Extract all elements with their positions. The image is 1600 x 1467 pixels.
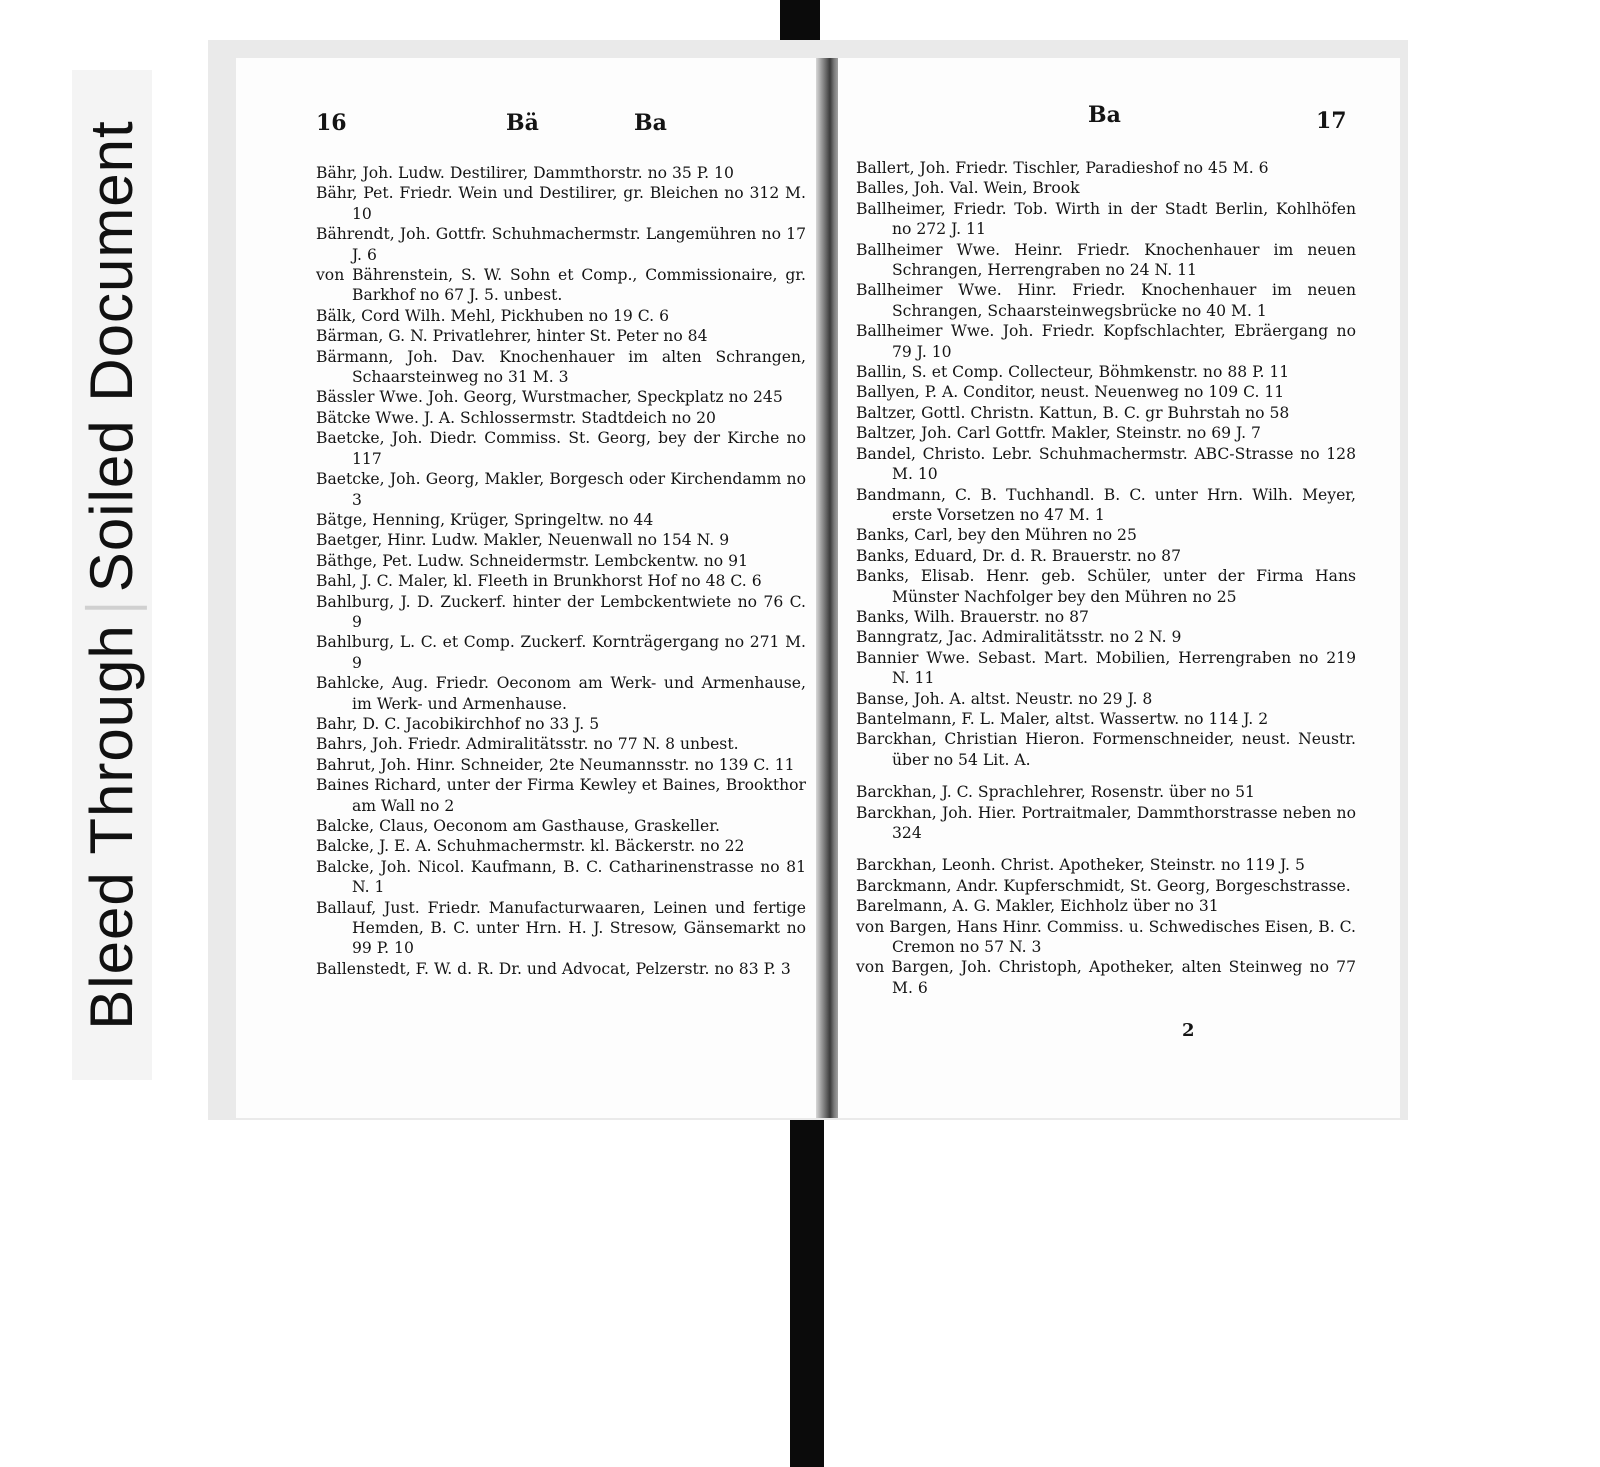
directory-entry: Banks, Elisab. Henr. geb. Schüler, unter der Firma Hans Münster Nachfolger bey den Mühren no 25 [856, 567, 1356, 606]
directory-entry: Ballheimer Wwe. Joh. Friedr. Kopfschlachter, Ebräergang no 79 J. 10 [856, 322, 1356, 361]
directory-entry: Bähr, Pet. Friedr. Wein und Destilirer, gr. Bleichen no 312 M. 10 [316, 184, 806, 223]
directory-entry: Bahrs, Joh. Friedr. Admiralitätsstr. no 77 N. 8 unbest. [316, 735, 739, 754]
overlay-label-part2: Soiled Document [77, 120, 145, 593]
binder-clip-bottom [790, 1120, 824, 1467]
directory-entry: Bähr, Joh. Ludw. Destilirer, Dammthorstr. no 35 P. 10 [316, 164, 734, 182]
directory-entry: Baltzer, Gottl. Christn. Kattun, B. C. gr Buhrstah no 58 [856, 403, 1290, 422]
overlay-label-separator [85, 606, 147, 610]
left-page [236, 58, 825, 1118]
directory-entry: Bätge, Henning, Krüger, Springeltw. no 44 [316, 510, 654, 529]
directory-entry: Balles, Joh. Val. Wein, Brook [856, 179, 1080, 198]
directory-entry: Ballheimer, Friedr. Tob. Wirth in der Stadt Berlin, Kohlhöfen no 272 J. 11 [856, 199, 1356, 239]
directory-entry: Ballert, Joh. Friedr. Tischler, Paradieshof no 45 M. 6 [856, 159, 1269, 177]
directory-entry: Balcke, Claus, Oeconom am Gasthause, Graskeller. [316, 817, 720, 835]
right-entry-list [856, 158, 1356, 998]
directory-entry: Bärman, G. N. Privatlehrer, hinter St. Peter no 84 [316, 327, 708, 346]
directory-entry: Ballauf, Just. Friedr. Manufacturwaaren, Leinen und fertige Hemden, B. C. unter Hrn. H. J. Stresow, Gänsemarkt no 99 P. 10 [316, 898, 806, 958]
directory-entry: Bärmann, Joh. Dav. Knochenhauer im alten Schrangen, Schaarsteinweg no 31 M. 3 [316, 347, 806, 387]
left-heading-2: Ba [634, 110, 667, 136]
overlay-label-part1: Bleed Through [77, 624, 145, 1030]
directory-entry: Barckhan, Christian Hieron. Formenschneider, neust. Neustr. über no 54 Lit. A. [856, 730, 1356, 769]
directory-entry: Banks, Wilh. Brauerstr. no 87 [856, 607, 1089, 626]
directory-entry: Barckmann, Andr. Kupferschmidt, St. Georg, Borgeschstrasse. [856, 876, 1351, 895]
directory-entry: Ballyen, P. A. Conditor, neust. Neuenweg no 109 C. 11 [856, 383, 1285, 402]
left-entry-list [316, 163, 806, 979]
directory-entry: Bäthge, Pet. Ludw. Schneidermstr. Lembckentw. no 91 [316, 551, 748, 570]
overlay-label-text [77, 120, 147, 1029]
signature-mark: 2 [1182, 1020, 1195, 1041]
directory-entry: Bahlburg, J. D. Zuckerf. hinter der Lembckentwiete no 76 C. 9 [316, 592, 806, 631]
directory-entry: Bahl, J. C. Maler, kl. Fleeth in Brunkhorst Hof no 48 C. 6 [316, 572, 762, 591]
directory-entry: Bahr, D. C. Jacobikirchhof no 33 J. 5 [316, 714, 600, 733]
left-page-number: 16 [316, 110, 347, 136]
directory-entry: Bährendt, Joh. Gottfr. Schuhmachermstr. Langemühren no 17 J. 6 [316, 225, 806, 264]
directory-entry: Banse, Joh. A. altst. Neustr. no 29 J. 8 [856, 689, 1153, 708]
right-page [838, 58, 1400, 1118]
directory-entry: Balcke, J. E. A. Schuhmachermstr. kl. Bäckerstr. no 22 [316, 837, 745, 856]
directory-entry: Bahrut, Joh. Hinr. Schneider, 2te Neumannsstr. no 139 C. 11 [316, 755, 795, 774]
directory-entry: Ballheimer Wwe. Heinr. Friedr. Knochenhauer im neuen Schrangen, Herrengraben no 24 N. 11 [856, 240, 1356, 280]
directory-entry: Bahlburg, L. C. et Comp. Zuckerf. Kornträgergang no 271 M. 9 [316, 633, 806, 672]
directory-entry: Banks, Eduard, Dr. d. R. Brauerstr. no 87 [856, 546, 1182, 565]
directory-entry: Banks, Carl, bey den Mühren no 25 [856, 526, 1137, 545]
right-heading: Ba [1088, 102, 1121, 128]
directory-entry: Ballheimer Wwe. Hinr. Friedr. Knochenhauer im neuen Schrangen, Schaarsteinwegsbrücke no 40 M. 1 [856, 281, 1356, 320]
directory-entry: Ballenstedt, F. W. d. R. Dr. und Advocat, Pelzerstr. no 83 P. 3 [316, 959, 791, 978]
directory-entry: von Bargen, Joh. Christoph, Apotheker, alten Steinweg no 77 M. 6 [856, 958, 1356, 997]
overlay-label [72, 70, 152, 1080]
directory-entry: Barckhan, Leonh. Christ. Apotheker, Steinstr. no 119 J. 5 [856, 856, 1305, 875]
left-heading-1: Bä [506, 110, 539, 136]
directory-entry: Baetcke, Joh. Georg, Makler, Borgesch oder Kirchendamm no 3 [316, 470, 806, 509]
directory-entry: Bässler Wwe. Joh. Georg, Wurstmacher, Speckplatz no 245 [316, 388, 783, 407]
directory-entry: Bandel, Christo. Lebr. Schuhmachermstr. ABC-Strasse no 128 M. 10 [856, 444, 1356, 484]
right-page-number: 17 [1316, 108, 1347, 134]
directory-entry: Bahlcke, Aug. Friedr. Oeconom am Werk- und Armenhause, im Werk- und Armenhause. [316, 674, 806, 713]
directory-entry: von Bährenstein, S. W. Sohn et Comp., Commissionaire, gr. Barkhof no 67 J. 5. unbest. [316, 266, 806, 305]
directory-entry: Baltzer, Joh. Carl Gottfr. Makler, Steinstr. no 69 J. 7 [856, 424, 1261, 443]
directory-entry: Barckhan, Joh. Hier. Portraitmaler, Dammthorstrasse neben no 324 [856, 803, 1356, 842]
directory-entry: Banngratz, Jac. Admiralitätsstr. no 2 N. 9 [856, 628, 1182, 647]
directory-entry: Baines Richard, unter der Firma Kewley et Baines, Brookthor am Wall no 2 [316, 776, 806, 815]
directory-entry: Ballin, S. et Comp. Collecteur, Böhmkenstr. no 88 P. 11 [856, 363, 1290, 382]
directory-entry: Baetger, Hinr. Ludw. Makler, Neuenwall no 154 N. 9 [316, 531, 730, 550]
directory-entry: Bannier Wwe. Sebast. Mart. Mobilien, Herrengraben no 219 N. 11 [856, 648, 1356, 688]
directory-entry: Bälk, Cord Wilh. Mehl, Pickhuben no 19 C. 6 [316, 306, 669, 325]
directory-entry: Baetcke, Joh. Diedr. Commiss. St. Georg, bey der Kirche no 117 [316, 429, 806, 468]
directory-entry: Bantelmann, F. L. Maler, altst. Wassertw. no 114 J. 2 [856, 709, 1269, 728]
directory-entry: Bätcke Wwe. J. A. Schlossermstr. Stadtdeich no 20 [316, 408, 716, 427]
directory-entry: von Bargen, Hans Hinr. Commiss. u. Schwedisches Eisen, B. C. Cremon no 57 N. 3 [856, 917, 1356, 957]
directory-entry: Bandmann, C. B. Tuchhandl. B. C. unter Hrn. Wilh. Meyer, erste Vorsetzen no 47 M. 1 [856, 485, 1356, 524]
directory-entry: Barckhan, J. C. Sprachlehrer, Rosenstr. über no 51 [856, 783, 1255, 802]
directory-entry: Barelmann, A. G. Makler, Eichholz über no 31 [856, 897, 1219, 916]
open-book [208, 40, 1408, 1120]
directory-entry: Balcke, Joh. Nicol. Kaufmann, B. C. Catharinenstrasse no 81 N. 1 [316, 857, 806, 897]
